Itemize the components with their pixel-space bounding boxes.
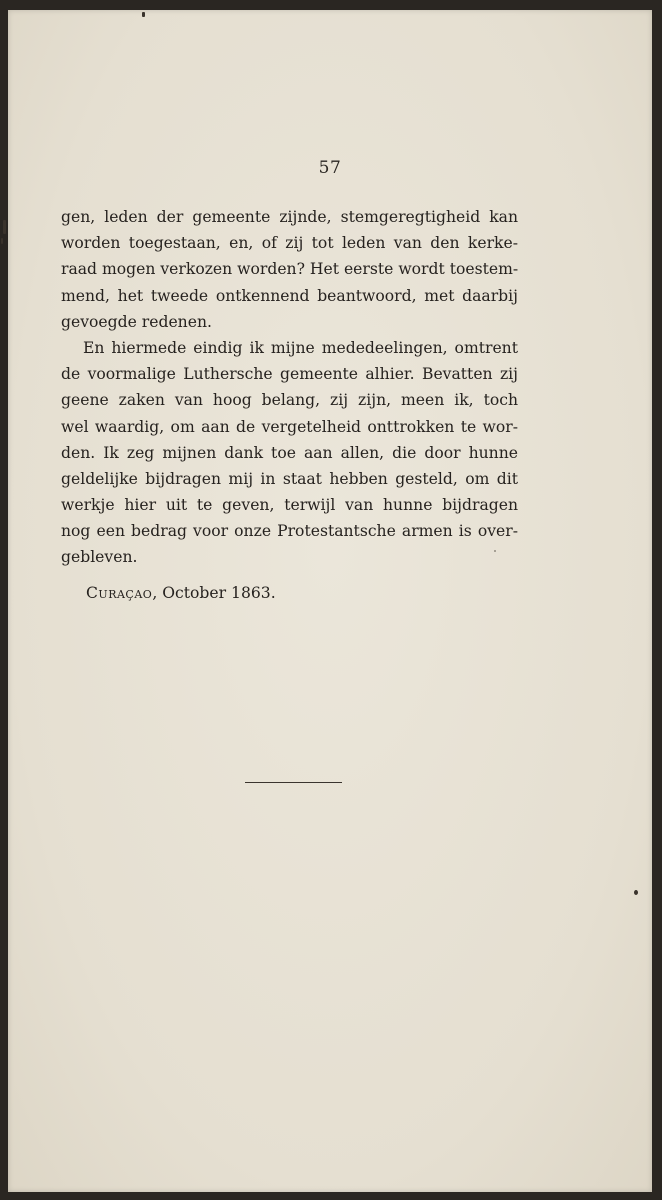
place-and-date — [86, 584, 276, 602]
text-line: raad mogen verkozen worden? Het eerste wordt toestem- — [61, 260, 519, 279]
book-page — [8, 10, 652, 1192]
place-name: Curaçao — [86, 584, 153, 602]
text-line: gevoegde redenen. — [61, 312, 212, 331]
body-text — [61, 204, 518, 571]
margin-mark — [142, 12, 145, 17]
text-line: den. Ik zeg mijnen dank toe aan allen, die door hunne — [61, 443, 518, 462]
paragraph-2 — [61, 335, 518, 571]
paper-speck — [634, 890, 638, 895]
page-number: 57 — [318, 158, 342, 178]
margin-mark — [3, 220, 6, 234]
closing-rule — [245, 782, 342, 783]
text-line: mend, het tweede ontkennend beantwoord, met daarbij — [61, 286, 518, 305]
text-line: En hiermede eindig ik mijne mededeelingen, omtrent — [83, 338, 518, 357]
text-line: worden toegestaan, en, of zij tot leden van den kerke- — [61, 234, 518, 253]
paper-speck — [494, 550, 496, 552]
text-line: geene zaken van hoog belang, zij zijn, meen ik, toch — [61, 391, 518, 410]
margin-mark — [1, 238, 3, 244]
text-line: werkje hier uit te geven, terwijl van hunne bijdragen — [61, 496, 518, 515]
text-line: gebleven. — [61, 548, 138, 567]
text-line: nog een bedrag voor onze Protestantsche armen is over- — [61, 522, 518, 541]
date-text: , October 1863. — [152, 584, 276, 602]
text-line: gen, leden der gemeente zijnde, stemgeregtigheid kan — [61, 208, 518, 226]
paragraph-1 — [61, 204, 518, 335]
text-line: wel waardig, om aan de vergetelheid onttrokken te wor- — [61, 417, 518, 436]
text-line: geldelijke bijdragen mij in staat hebben gesteld, om dit — [61, 469, 518, 488]
text-line: de voormalige Luthersche gemeente alhier. Bevatten zij — [61, 365, 518, 384]
